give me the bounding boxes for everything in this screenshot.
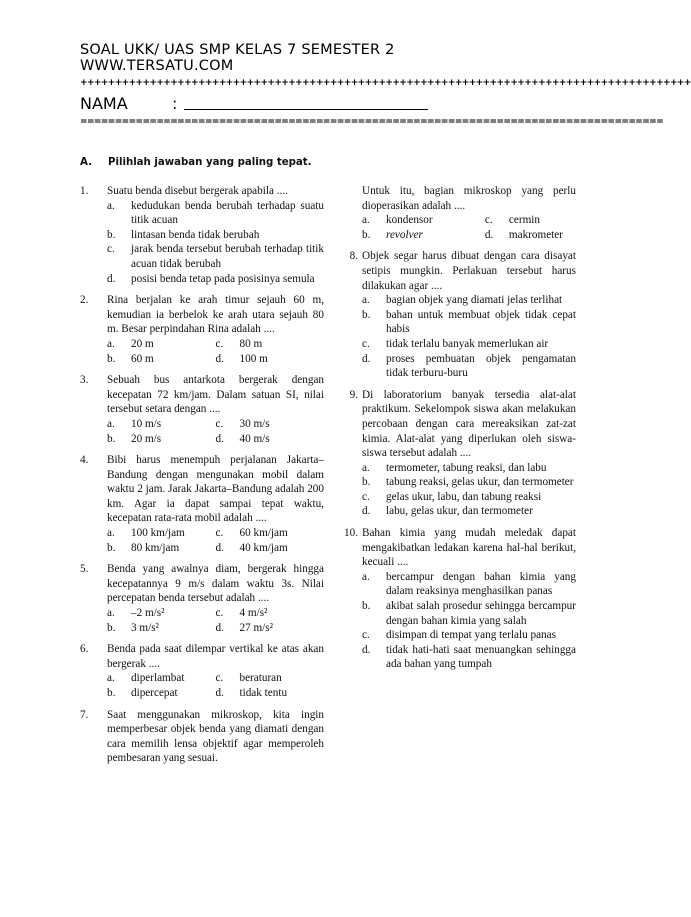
question-number: 8. <box>349 250 358 263</box>
option-a: a. –2 m/s² <box>107 607 165 620</box>
option-b: b. bahan untuk membuat objek tidak cepat habis <box>362 308 576 336</box>
option-d: d. proses pembuatan objek pengamatan tidak terburu-buru <box>362 352 576 380</box>
option-c: c. cermin <box>484 214 540 227</box>
option-c: c. 4 m/s² <box>215 607 268 620</box>
section-instruction: Pilihlah jawaban yang paling tepat. <box>108 157 312 168</box>
option-b: b. 60 m <box>107 352 154 365</box>
plus-divider: ++++++++++++++++++++++++++++++++++++++++++++++++++++++++++++++++++++++++++++++++++++++++ <box>80 78 691 88</box>
question-4 <box>80 453 324 555</box>
left-column <box>80 184 324 773</box>
option-d: d. 100 m <box>215 352 268 365</box>
options-grid <box>107 606 324 635</box>
option-c: c. 80 m <box>215 337 263 350</box>
question-1 <box>80 184 324 286</box>
question-stem: Benda pada saat dilempar vertikal ke atas akan bergerak .... <box>107 643 324 670</box>
option-d: d. posisi benda tetap pada posisinya semula <box>107 272 315 285</box>
name-blank-line <box>184 109 428 110</box>
options-grid <box>107 671 324 700</box>
document-title: SOAL UKK/ UAS SMP KELAS 7 SEMESTER 2 <box>80 42 395 58</box>
option-a: a. 10 m/s <box>107 417 162 430</box>
options-grid <box>107 526 324 555</box>
question-stem: Benda yang awalnya diam, bergerak hingga kecepatannya 9 m/s dalam waktu 3s. Nilai percepatan benda tersebut adalah .... <box>107 563 324 605</box>
option-b: b. tabung reaksi, gelas ukur, dan termometer <box>362 476 574 489</box>
equals-divider: ==================================================================================== <box>80 117 664 127</box>
option-d: d. 40 m/s <box>215 432 270 445</box>
question-number: 5. <box>80 563 89 576</box>
option-c: c. jarak benda tersebut berubah terhadap titik acuan tidak berubah <box>107 243 324 270</box>
question-stem: Suatu benda disebut bergerak apabila .... <box>107 185 288 197</box>
options-grid <box>362 213 576 242</box>
question-stem: Objek segar harus dibuat dengan cara disayat setipis mungkin. Perlakuan tersebut harus dilakukan agar .... <box>362 250 576 292</box>
options-grid <box>107 417 324 446</box>
option-b: b. revolver <box>362 228 423 241</box>
section-heading <box>80 157 312 168</box>
question-number: 9. <box>349 388 358 401</box>
question-number: 10. <box>344 527 358 540</box>
option-b: b. akibat salah prosedur sehingga bercampur dengan bahan kimia yang salah <box>362 600 576 627</box>
question-stem: Saat menggunakan mikroskop, kita ingin memperbesar objek benda yang diamati dengan cara memilih lensa objektif agar memperoleh pembesaran yang sesuai. <box>107 708 324 765</box>
option-d: d. 40 km/jam <box>215 541 288 554</box>
question-2 <box>80 293 324 366</box>
question-7 <box>80 708 324 766</box>
option-c: c. disimpan di tempat yang terlalu panas <box>362 629 556 642</box>
website-label: WWW.TERSATU.COM <box>80 58 234 74</box>
question-8 <box>338 249 576 380</box>
question-6 <box>80 642 324 700</box>
option-d: d. tidak tentu <box>215 687 288 699</box>
option-b: b. dipercepat <box>107 687 178 699</box>
question-10 <box>338 526 576 672</box>
question-number: 3. <box>80 374 89 387</box>
option-a: a. termometer, tabung reaksi, dan labu <box>362 461 547 474</box>
question-7-continued <box>338 184 576 242</box>
section-letter: A. <box>80 157 92 168</box>
option-b: b. 20 m/s <box>107 432 162 445</box>
option-c: c. gelas ukur, labu, dan tabung reaksi <box>362 490 542 503</box>
option-b: b. 80 km/jam <box>107 541 180 554</box>
option-b: b. lintasan benda tidak berubah <box>107 228 260 241</box>
option-d: d. makrometer <box>484 228 563 241</box>
option-a: a. bercampur dengan bahan kimia yang dalam reaksinya menghasilkan panas <box>362 570 576 598</box>
option-a: a. bagian objek yang diamati jelas terlihat <box>362 294 563 307</box>
option-c: c. beraturan <box>215 672 282 685</box>
option-a: a. kedudukan benda berubah terhadap suatu titik acuan <box>107 199 324 227</box>
option-c: c. 60 km/jam <box>215 527 288 540</box>
question-number: 1. <box>80 185 89 197</box>
question-stem-continued: Untuk itu, bagian mikroskop yang perlu dioperasikan adalah .... <box>362 185 576 212</box>
option-d: d. tidak hati-hati saat menuangkan sehingga ada bahan yang tumpah <box>362 643 576 671</box>
name-colon: : <box>172 94 178 113</box>
question-stem: Bahan kimia yang mudah meledak dapat mengakibatkan ledakan karena hal-hal berikut, kecuali .... <box>362 527 576 569</box>
question-3 <box>80 373 324 446</box>
option-a: a. kondensor <box>362 214 433 227</box>
option-b: b. 3 m/s² <box>107 621 159 634</box>
options-grid <box>107 337 324 366</box>
option-c: c. tidak terlalu banyak memerlukan air <box>362 337 549 350</box>
question-stem: Di laboratorium banyak tersedia alat-alat praktikum. Sekelompok siswa akan melakukan percobaan dengan cara mereaksikan zat-zat kimia. Alat-alat yang diperlukan oleh siswa-siswa tersebut adalah .... <box>362 388 576 460</box>
option-a: a. 20 m <box>107 337 154 350</box>
question-stem: Bibi harus menempuh perjalanan Jakarta–Bandung dengan mengunakan mobil dalam waktu 2 jam. Jarak Jakarta–Bandung adalah 200 km. Agar ia dapat sampai tepat waktu, kecepatan rata-rata mobil adalah .... <box>107 454 324 525</box>
question-5 <box>80 562 324 635</box>
question-number: 4. <box>80 454 89 467</box>
question-9 <box>338 388 576 519</box>
name-label: NAMA <box>80 94 128 113</box>
option-a: a. 100 km/jam <box>107 527 185 540</box>
option-c: c. 30 m/s <box>215 417 270 430</box>
option-a: a. diperlambat <box>107 672 185 685</box>
question-stem: Sebuah bus antarkota bergerak dengan kecepatan 72 km/jam. Dalam satuan SI, nilai tersebut setara dengan .... <box>107 374 324 416</box>
question-number: 2. <box>80 294 89 307</box>
option-d: d. 27 m/s² <box>215 621 274 634</box>
right-column <box>338 184 576 679</box>
question-number: 7. <box>80 708 89 721</box>
option-d: d. labu, gelas ukur, dan termometer <box>362 505 533 518</box>
question-number: 6. <box>80 643 89 656</box>
question-stem: Rina berjalan ke arah timur sejauh 60 m, kemudian ia berbelok ke arah utara sejauh 80 m. Besar perpindahan Rina adalah .... <box>107 294 324 336</box>
